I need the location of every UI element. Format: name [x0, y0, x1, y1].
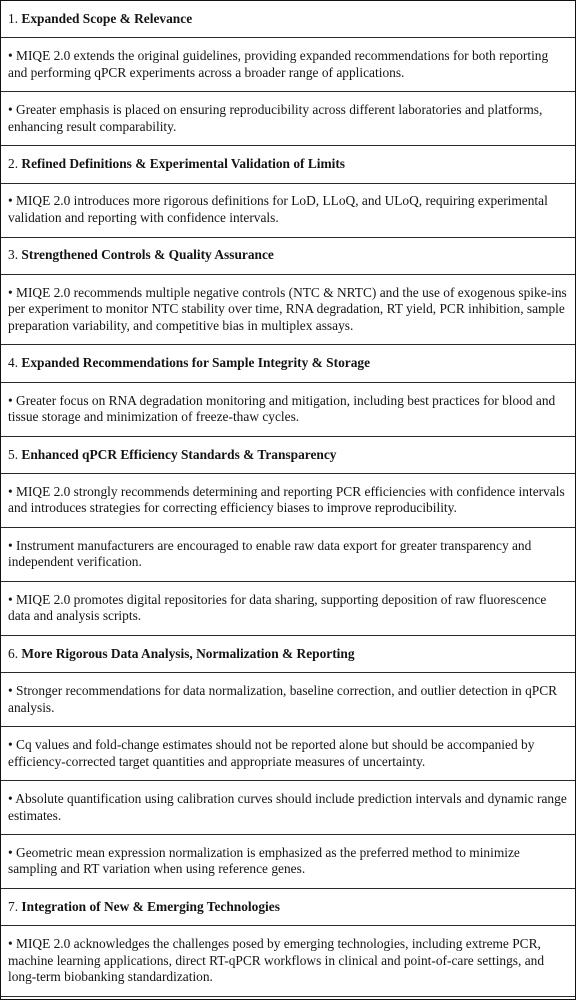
section-heading: [1, 238, 575, 275]
section-title: More Rigorous Data Analysis, Normalization & Reporting: [21, 645, 355, 661]
bullet-text: • Cq values and fold-change estimates should not be reported alone but should be accompanied by efficiency-corrected target quantities and appropriate measures of uncertainty.: [8, 736, 535, 769]
bullet-text: • Stronger recommendations for data normalization, baseline correction, and outlier detection in qPCR analysis.: [8, 683, 558, 715]
bullet-item: [1, 727, 575, 781]
section-number: 7.: [8, 898, 19, 914]
section-number: 6.: [8, 645, 19, 661]
bullet-item: [1, 926, 575, 997]
section-number: 4.: [8, 355, 19, 371]
bullet-text: • MIQE 2.0 recommends multiple negative controls (NTC & NRTC) and the use of exogenous spike-ins per experiment to monitor NTC stability over time, RNA degradation, RT yield, PCR inhibition, sample preparation variability, and competitive bias in multiplex assays.: [8, 284, 567, 333]
bullet-text: • MIQE 2.0 promotes digital repositories for data sharing, supporting deposition of raw fluorescence data and analysis scripts.: [8, 591, 547, 624]
bullet-text: • Geometric mean expression normalization is emphasized as the preferred method to minimize sampling and RT variation when using reference genes.: [8, 844, 520, 877]
bullet-text: • MIQE 2.0 acknowledges the challenges posed by emerging technologies, including extreme PCR, machine learning applications, direct RT-qPCR workflows in clinical and point-of-care settings, and long-term biobanking standardization.: [8, 936, 545, 985]
section-number: 5.: [8, 446, 19, 462]
bullet-item: [1, 38, 575, 92]
bullet-text: • Greater emphasis is placed on ensuring reproducibility across different laboratories and platforms, enhancing result comparability.: [8, 102, 543, 134]
bullet-item: [1, 184, 575, 238]
summary-table: [1, 1, 575, 997]
section-heading: [1, 146, 575, 183]
section-title: Enhanced qPCR Efficiency Standards & Transparency: [21, 446, 337, 462]
bullet-item: [1, 582, 575, 636]
section-heading: [1, 1, 575, 38]
bullet-item: [1, 673, 575, 727]
bullet-item: [1, 528, 575, 582]
bullet-item: [1, 835, 575, 889]
bullet-text: • MIQE 2.0 extends the original guidelines, providing expanded recommendations for both reporting and performing qPCR experiments across a broader range of applications.: [8, 48, 549, 80]
section-title: Expanded Scope & Relevance: [21, 10, 193, 26]
bullet-text: • Instrument manufacturers are encouraged to enable raw data export for greater transparency and independent verification.: [8, 537, 532, 570]
section-heading: [1, 636, 575, 673]
bullet-text: • Greater focus on RNA degradation monitoring and mitigation, including best practices for blood and tissue storage and minimization of freeze-thaw cycles.: [8, 392, 556, 425]
section-number: 2.: [8, 156, 19, 172]
bullet-item: [1, 474, 575, 528]
bullet-text: • MIQE 2.0 introduces more rigorous definitions for LoD, LLoQ, and ULoQ, requiring experimental validation and reporting with confidence intervals.: [8, 193, 548, 226]
section-number: 3.: [8, 247, 19, 263]
section-title: Strengthened Controls & Quality Assurance: [21, 247, 274, 263]
bullet-item: [1, 383, 575, 437]
section-number: 1.: [8, 10, 19, 26]
bullet-text: • MIQE 2.0 strongly recommends determining and reporting PCR efficiencies with confidence intervals and introduces strategies for correcting efficiency biases to improve reproducibility.: [8, 483, 565, 516]
section-heading: [1, 345, 575, 382]
section-title: Integration of New & Emerging Technologies: [21, 898, 280, 914]
section-heading: [1, 889, 575, 926]
section-title: Expanded Recommendations for Sample Integrity & Storage: [21, 355, 371, 371]
bullet-item: [1, 92, 575, 146]
bullet-text: • Absolute quantification using calibration curves should include prediction intervals and dynamic range estimates.: [8, 790, 567, 823]
bullet-item: [1, 781, 575, 835]
bullet-item: [1, 275, 575, 346]
section-title: Refined Definitions & Experimental Validation of Limits: [21, 156, 346, 172]
section-heading: [1, 437, 575, 474]
